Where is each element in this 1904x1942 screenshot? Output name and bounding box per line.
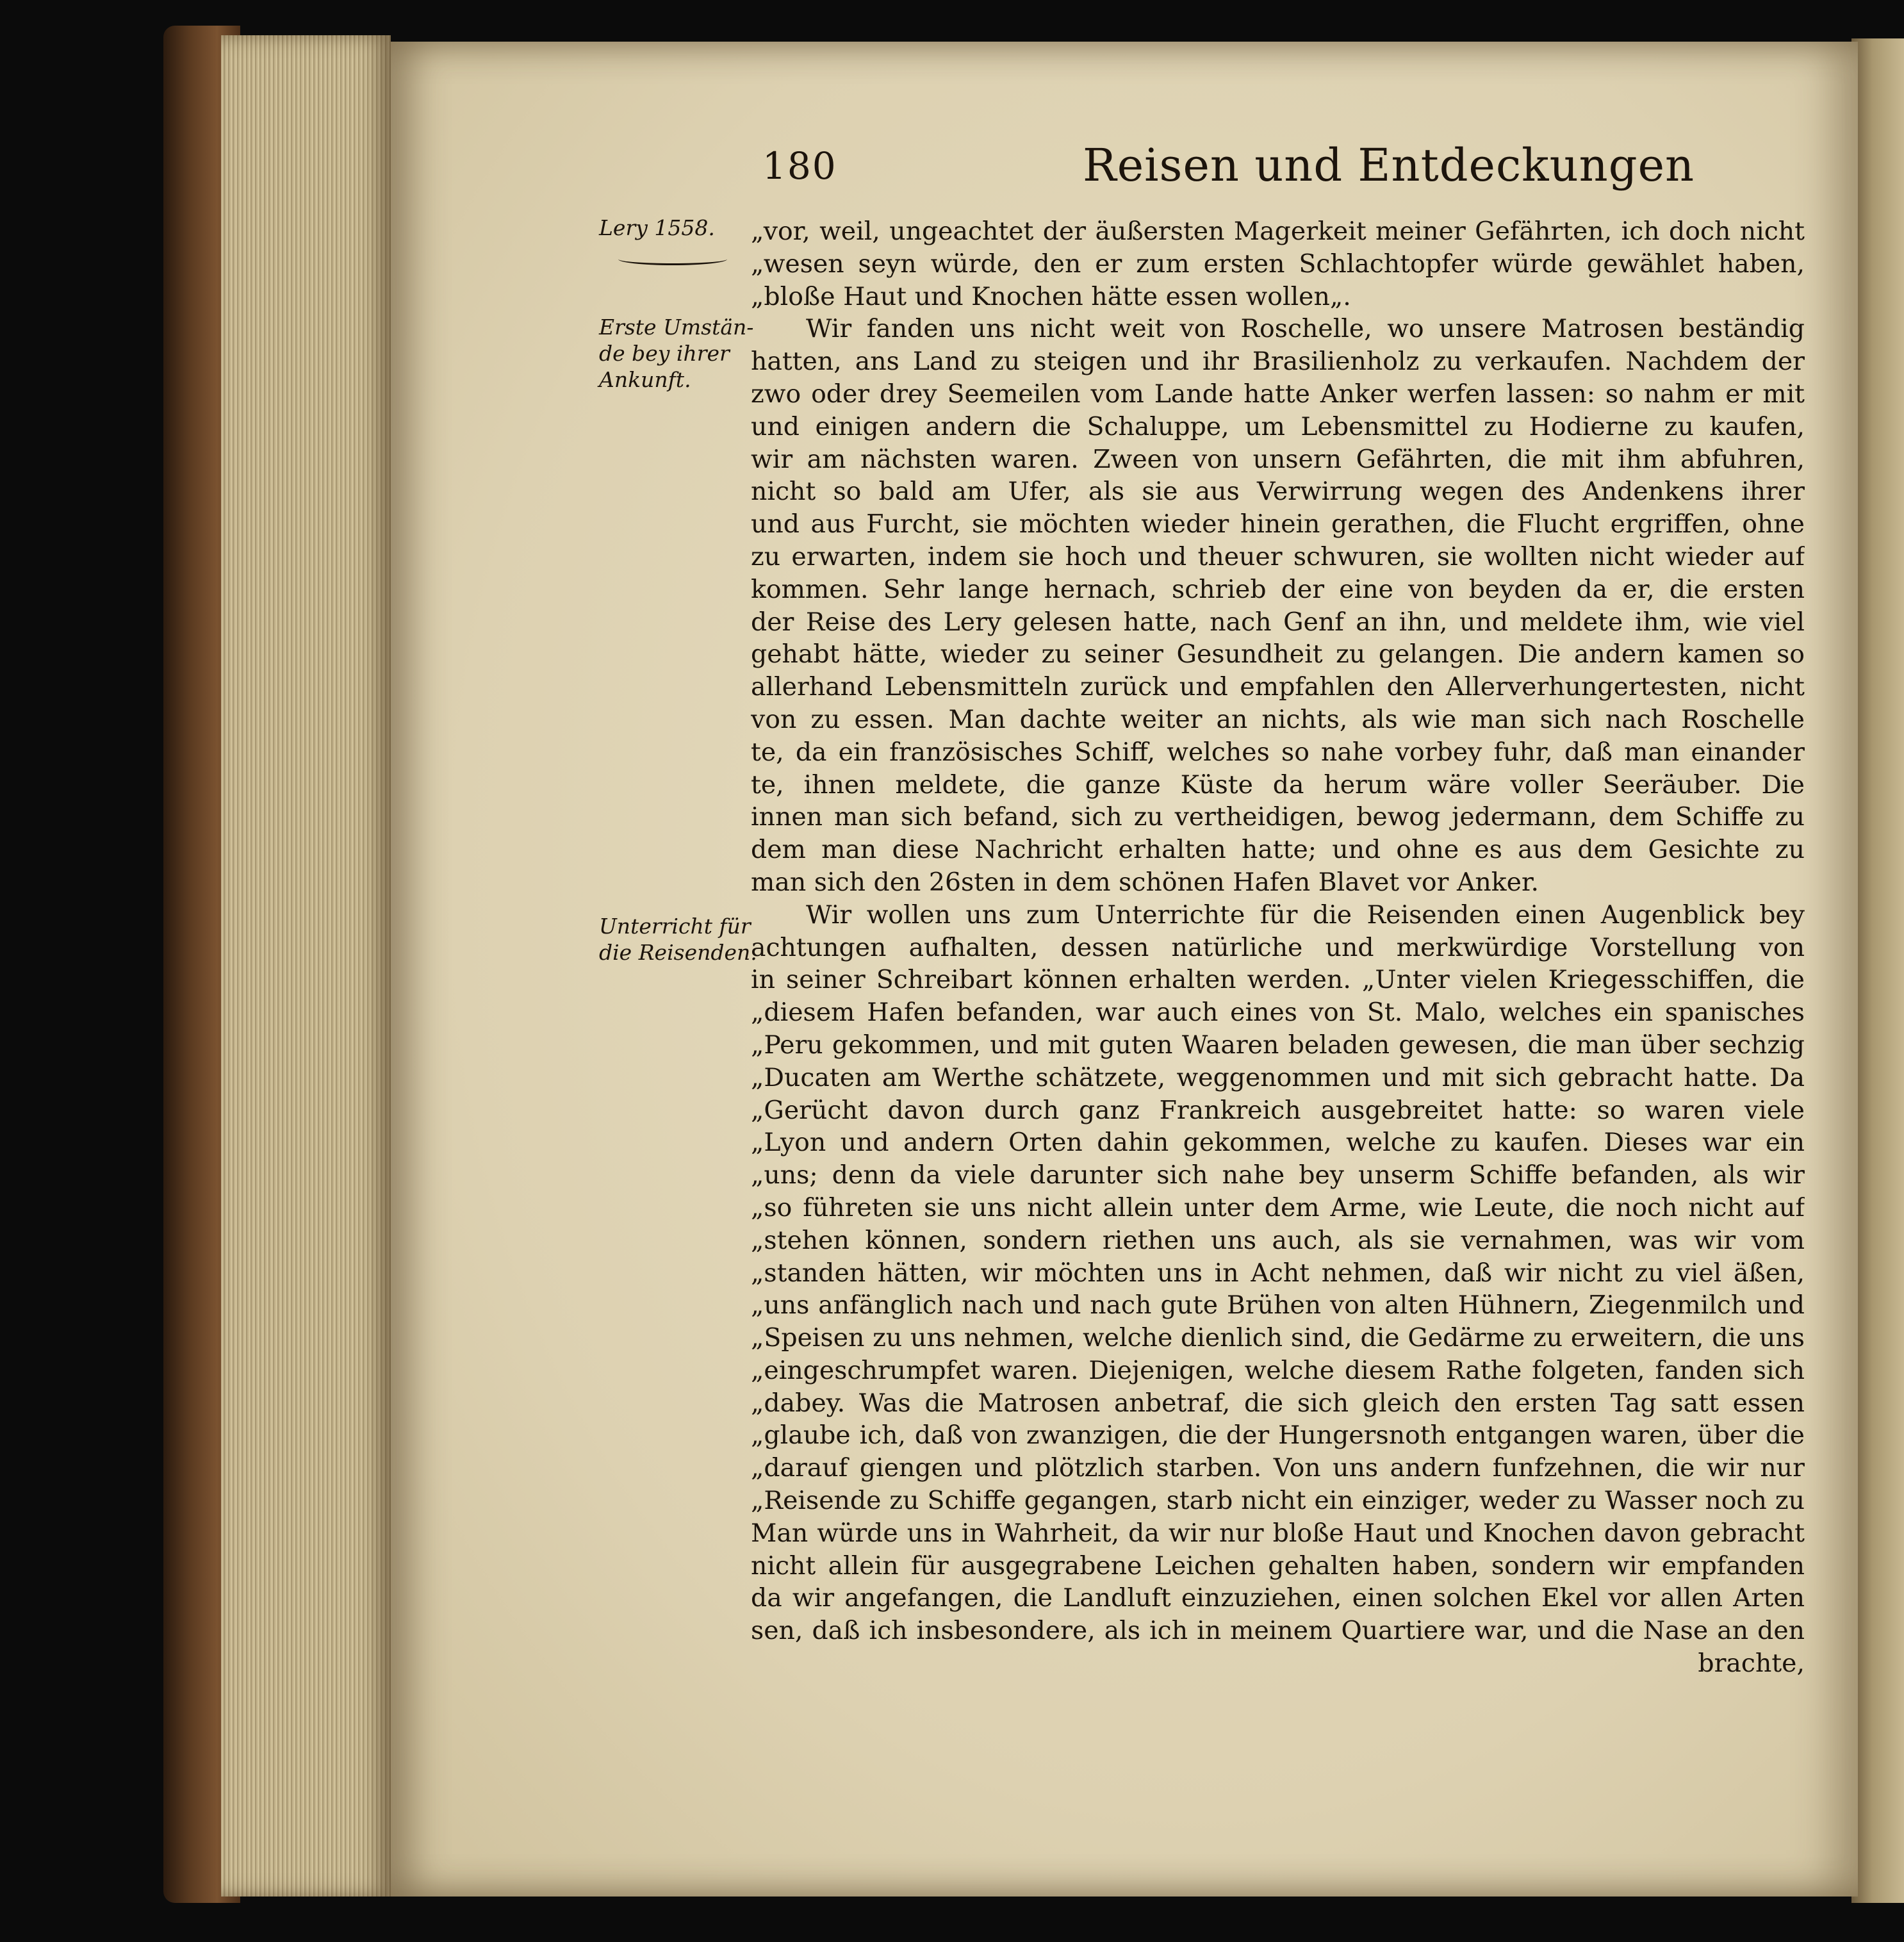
text-line: zu erwarten, indem sie hoch und theuer schwuren, sie wollten nicht wieder auf [751,541,1805,572]
text-line: von zu essen. Man dachte weiter an nichts, als wie man sich nach Roschelle [751,704,1805,734]
text-line: allerhand Lebensmitteln zurück und empfahlen den Allerverhungertesten, nicht [751,672,1805,702]
text-line: te, ihnen meldete, die ganze Küste da herum wäre voller Seeräuber. Die [751,769,1805,800]
text-line: dem man diese Nachricht erhalten hatte; und ohne es aus dem Gesichte zu [751,835,1805,865]
text-line: „eingeschrumpfet waren. Diejenigen, welche diesem Rathe folgeten, fanden sich [751,1355,1805,1385]
text-line: und einigen andern die Schaluppe, um Lebensmittel zu Hodierne zu kaufen, [751,411,1805,441]
facing-page-edge [1851,38,1904,1903]
margin-note-instruction: Unterricht für die Reisenden. [599,914,757,965]
catchword: brachte, [1698,1649,1805,1679]
text-line: „so führeten sie uns nicht allein unter dem Arme, wie Leute, die noch nicht auf [751,1192,1805,1222]
text-line: „Gerücht davon durch ganz Frankreich ausgebreitet hatte: so waren viele [751,1095,1805,1125]
text-line: achtungen aufhalten, dessen natürliche und merkwürdige Vorstellung von [751,932,1805,962]
text-line: wir am nächsten waren. Zween von unsern Gefährten, die mit ihm abfuhren, [751,444,1805,474]
text-line: „darauf giengen und plötzlich starben. Von uns andern funfzehnen, die wir nur [751,1453,1805,1483]
text-line: nicht so bald am Ufer, als sie aus Verwirrung wegen des Andenkens ihrer [751,477,1805,507]
text-line: „Ducaten am Werthe schätzete, weggenommen und mit sich gebracht hatte. Da [751,1062,1805,1092]
text-line: „dabey. Was die Matrosen anbetraf, die sich gleich den ersten Tag satt essen [751,1388,1805,1418]
text-line: man sich den 26sten in dem schönen Hafen Blavet vor Anker. [751,867,1539,897]
text-line: nicht allein für ausgegrabene Leichen gehalten haben, sondern wir empfanden [751,1551,1805,1581]
text-line: sen, daß ich insbesondere, als ich in meinem Quartiere war, und die Nase an den [751,1616,1805,1646]
page-number: 180 [762,144,837,188]
paragraph-start: Wir fanden uns nicht weit von Roschelle, wo unsere Matrosen beständig [806,314,1805,344]
text-line: „Speisen zu uns nehmen, welche dienlich sind, die Gedärme zu erweitern, die uns [751,1323,1805,1353]
running-head [762,139,1819,202]
text-line: „diesem Hafen befanden, war auch eines von St. Malo, welches ein spanisches [751,998,1805,1028]
text-line: „uns; denn da viele darunter sich nahe bey unserm Schiffe befanden, als wir [751,1160,1805,1190]
paragraph-start: Wir wollen uns zum Unterrichte für die Reisenden einen Augenblick bey [806,900,1805,930]
text-line: „wesen seyn würde, den er zum ersten Schlachtopfer würde gewählet haben, [751,249,1805,279]
text-line: zwo oder drey Seemeilen vom Lande hatte Anker werfen lassen: so nahm er mit [751,379,1805,409]
page-title: Reisen und Entdeckungen [1083,139,1695,192]
text-line: kommen. Sehr lange hernach, schrieb der eine von beyden da er, die ersten [751,574,1805,604]
text-line: in seiner Schreibart können erhalten werden. „Unter vielen Kriegesschiffen, die [751,965,1805,995]
text-line: „Peru gekommen, und mit guten Waaren beladen gewesen, die man über sechzig [751,1030,1805,1060]
text-line: „stehen können, sondern riethen uns auch, als sie vernahmen, was wir vom [751,1225,1805,1255]
margin-note-year: Lery 1558. [599,215,715,240]
text-line: gehabt hätte, wieder zu seiner Gesundheit zu gelangen. Die andern kamen so [751,639,1805,670]
margin-note-arrival: Erste Umstän- de bey ihrer Ankunft. [599,315,754,392]
text-line: der Reise des Lery gelesen hatte, nach Genf an ihn, und meldete ihm, wie viel [751,607,1805,637]
text-line: „vor, weil, ungeachtet der äußersten Magerkeit meiner Gefährten, ich doch nicht [751,217,1805,246]
text-line: te, da ein französisches Schiff, welches so nahe vorbey fuhr, daß man einander [751,737,1805,767]
text-line: „glaube ich, daß von zwanzigen, die der Hungersnoth entgangen waren, über die [751,1420,1805,1451]
text-line: innen man sich befand, sich zu vertheidigen, bewog jedermann, dem Schiffe zu [751,802,1805,832]
text-line: „Reisende zu Schiffe gegangen, starb nicht ein einziger, weder zu Wasser noch zu [751,1486,1805,1516]
text-line: und aus Furcht, sie möchten wieder hinein gerathen, die Flucht ergriffen, ohne [751,509,1805,539]
page-edges [221,35,391,1897]
text-line: „standen hätten, wir möchten uns in Acht nehmen, daß wir nicht zu viel äßen, [751,1258,1805,1288]
text-line: „Lyon und andern Orten dahin gekommen, welche zu kaufen. Dieses war ein [751,1128,1805,1158]
text-line: „bloße Haut und Knochen hätte essen wollen„. [751,281,1351,311]
margin-ornament [618,253,727,265]
body-text [751,215,1805,1680]
text-line: da wir angefangen, die Landluft einzuziehen, einen solchen Ekel vor allen Arten [751,1583,1805,1613]
text-line: Man würde uns in Wahrheit, da wir nur bloße Haut und Knochen davon gebracht [751,1518,1805,1548]
text-line: hatten, ans Land zu steigen und ihr Brasilienholz zu verkaufen. Nachdem der [751,347,1805,377]
text-line: „uns anfänglich nach und nach gute Brühen von alten Hühnern, Ziegenmilch und [751,1290,1805,1321]
